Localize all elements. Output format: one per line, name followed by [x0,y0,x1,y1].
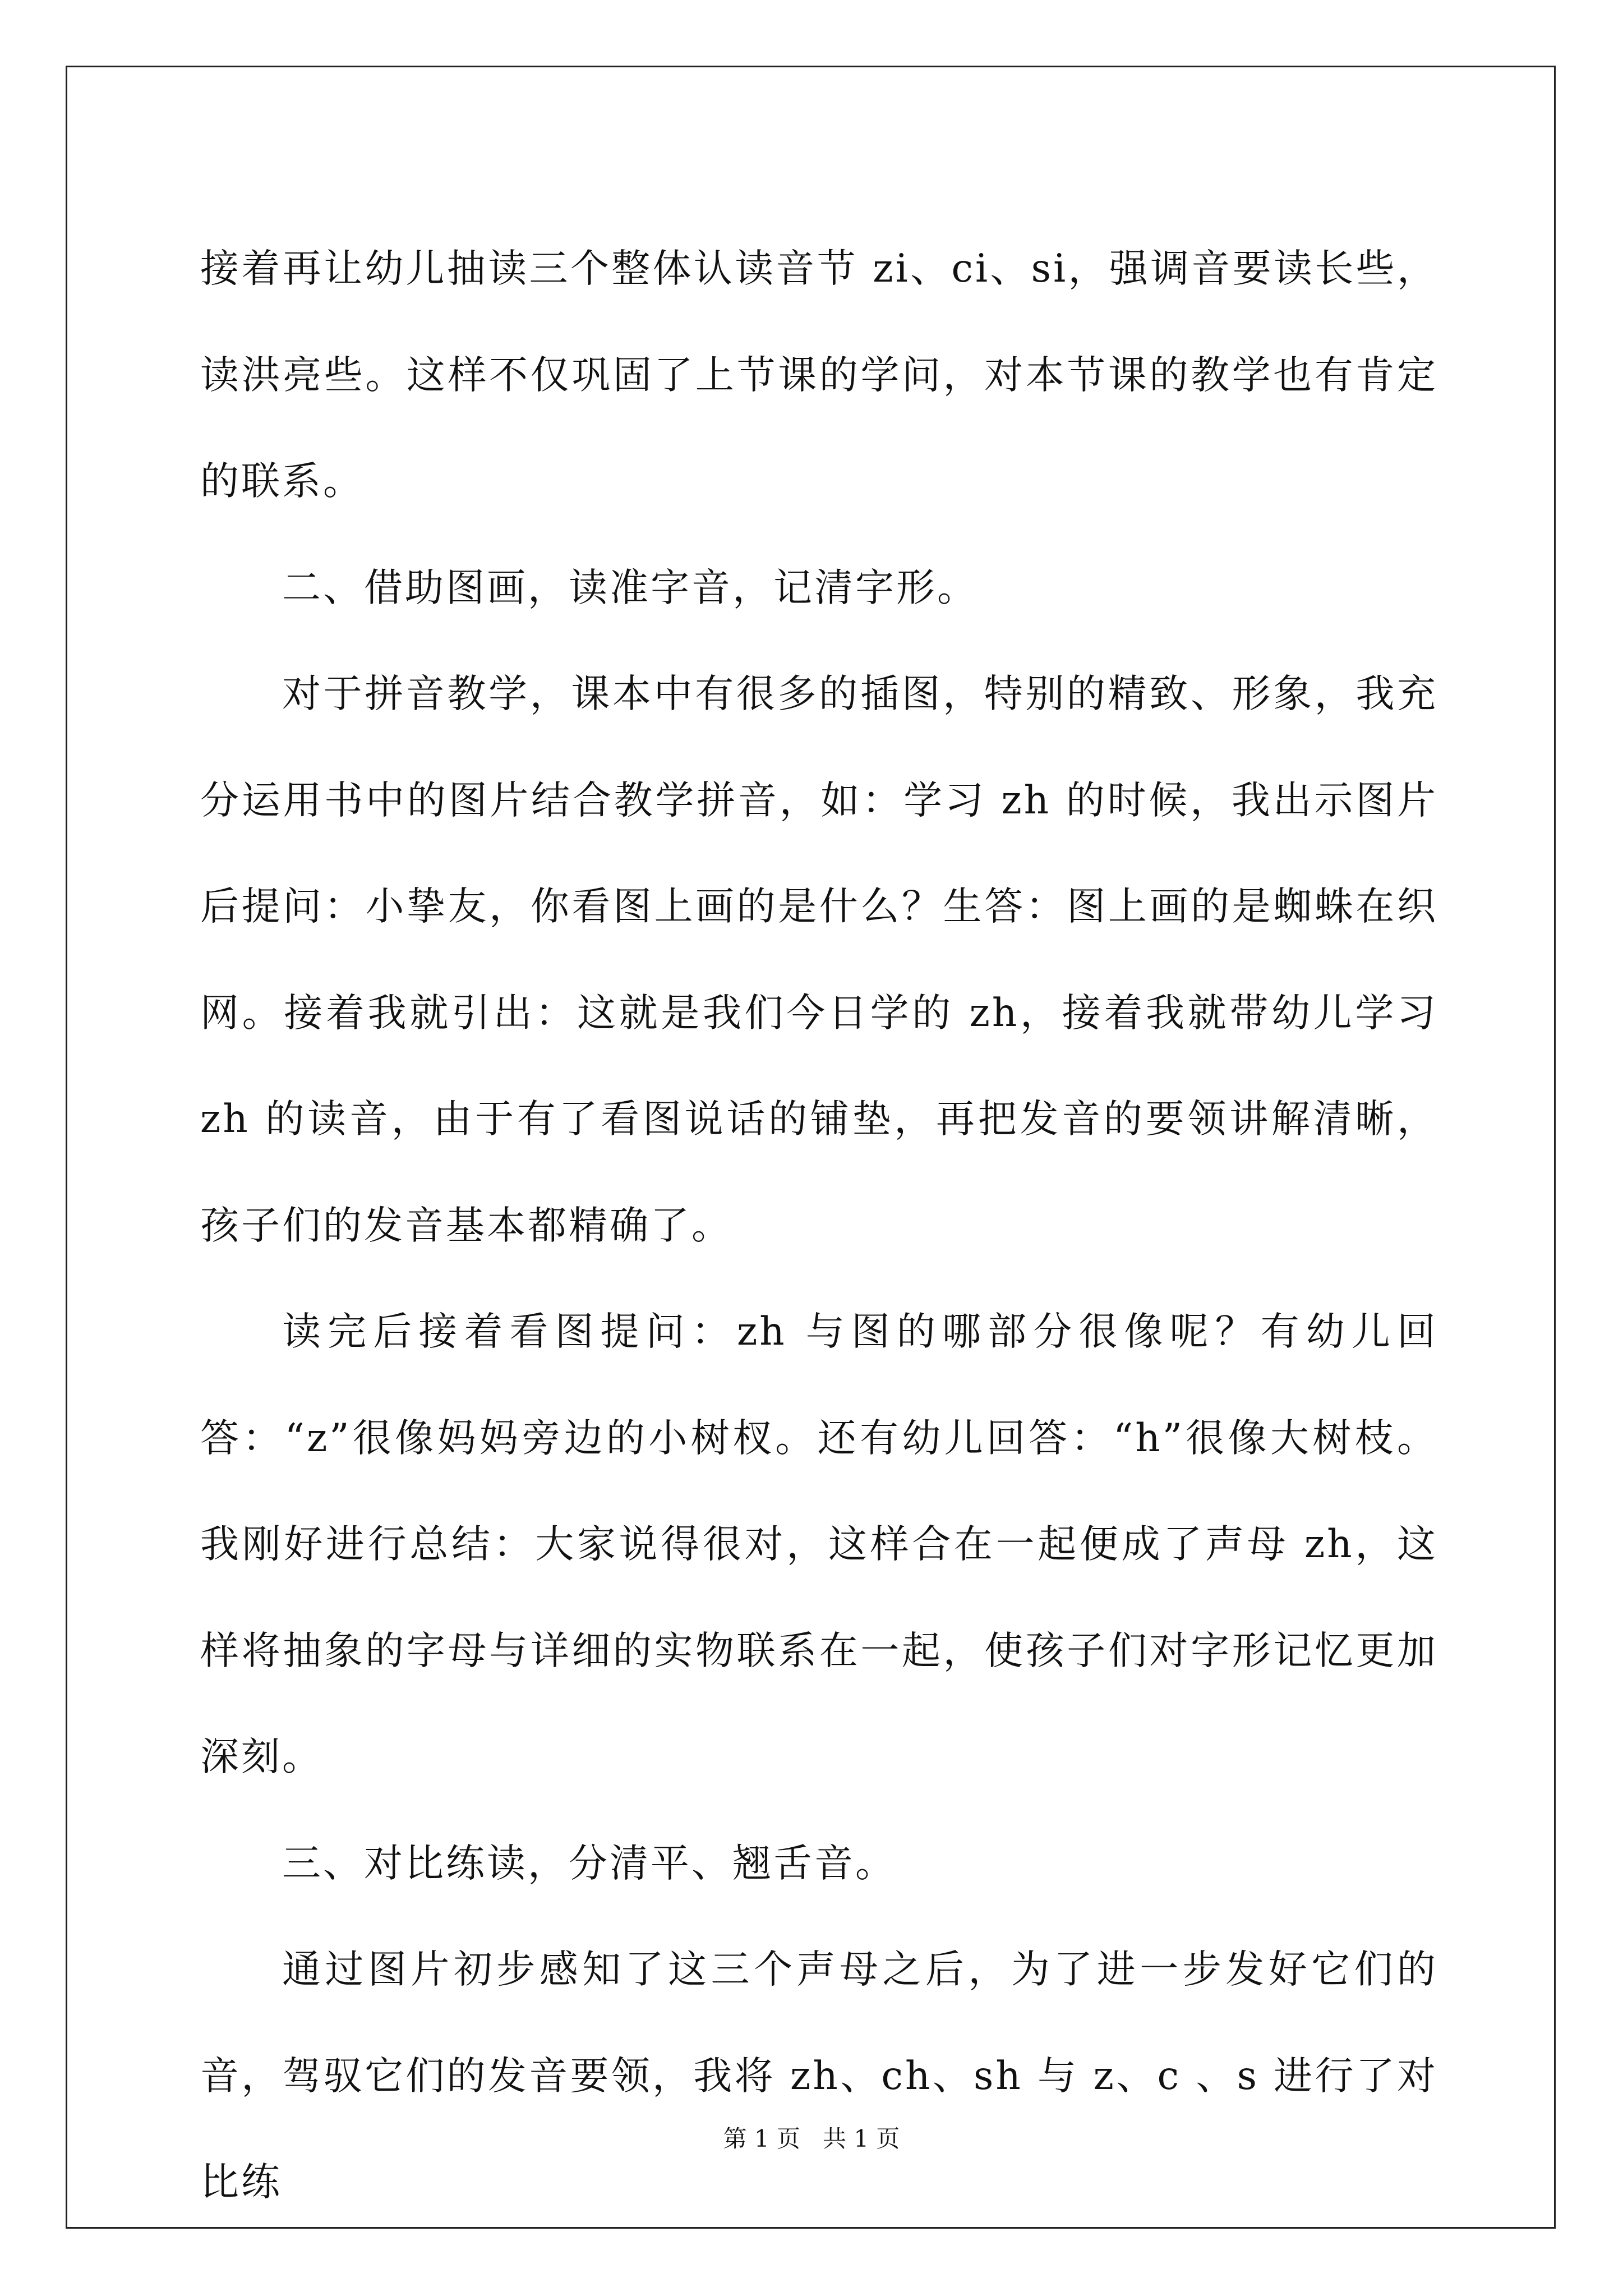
page-total: 共 1 页 [823,2125,900,2152]
page-footer [0,2122,1623,2156]
paragraph-3: 对于拼音教学，课本中有很多的插图，特别的精致、形象，我充分运用书中的图片结合教学拼音，如：学习 zh 的时候，我出示图片后提问：小挚友，你看图上画的是什么？生答：图上画的是蜘蛛在织网。接着我就引出：这就是我们今日学的 zh，接着我就带幼儿学习 zh 的读音，由于有了看图说话的铺垫，再把发音的要领讲解清晰，孩子们的发音基本都精确了。 [200,671,1438,1248]
paragraph-1: 接着再让幼儿抽读三个整体认读音节 zi、ci、si，强调音要读长些，读洪亮些。这样不仅巩固了上节课的学问，对本节课的教学也有肯定的联系。 [200,246,1438,504]
section-heading-3: 三、对比练读，分清平、翘舌音。 [282,1841,896,1886]
page-number: 第 1 页 [723,2125,800,2152]
paragraph-6: 通过图片初步感知了这三个声母之后，为了进一步发好它们的音，驾驭它们的发音要领，我将 zh、ch、sh 与 z、c 、s 进行了对比练 [200,1947,1438,2205]
section-heading-2: 二、借助图画，读准字音，记清字形。 [282,565,978,610]
paragraph-4: 读完后接着看图提问：zh 与图的哪部分很像呢？有幼儿回答：“z”很像妈妈旁边的小树杈。还有幼儿回答：“h”很像大树枝。我刚好进行总结：大家说得很对，这样合在一起便成了声母 zh，这样将抽象的字母与详细的实物联系在一起，使孩子们对字形记忆更加深刻。 [200,1309,1438,1779]
document-body [200,216,1438,2236]
